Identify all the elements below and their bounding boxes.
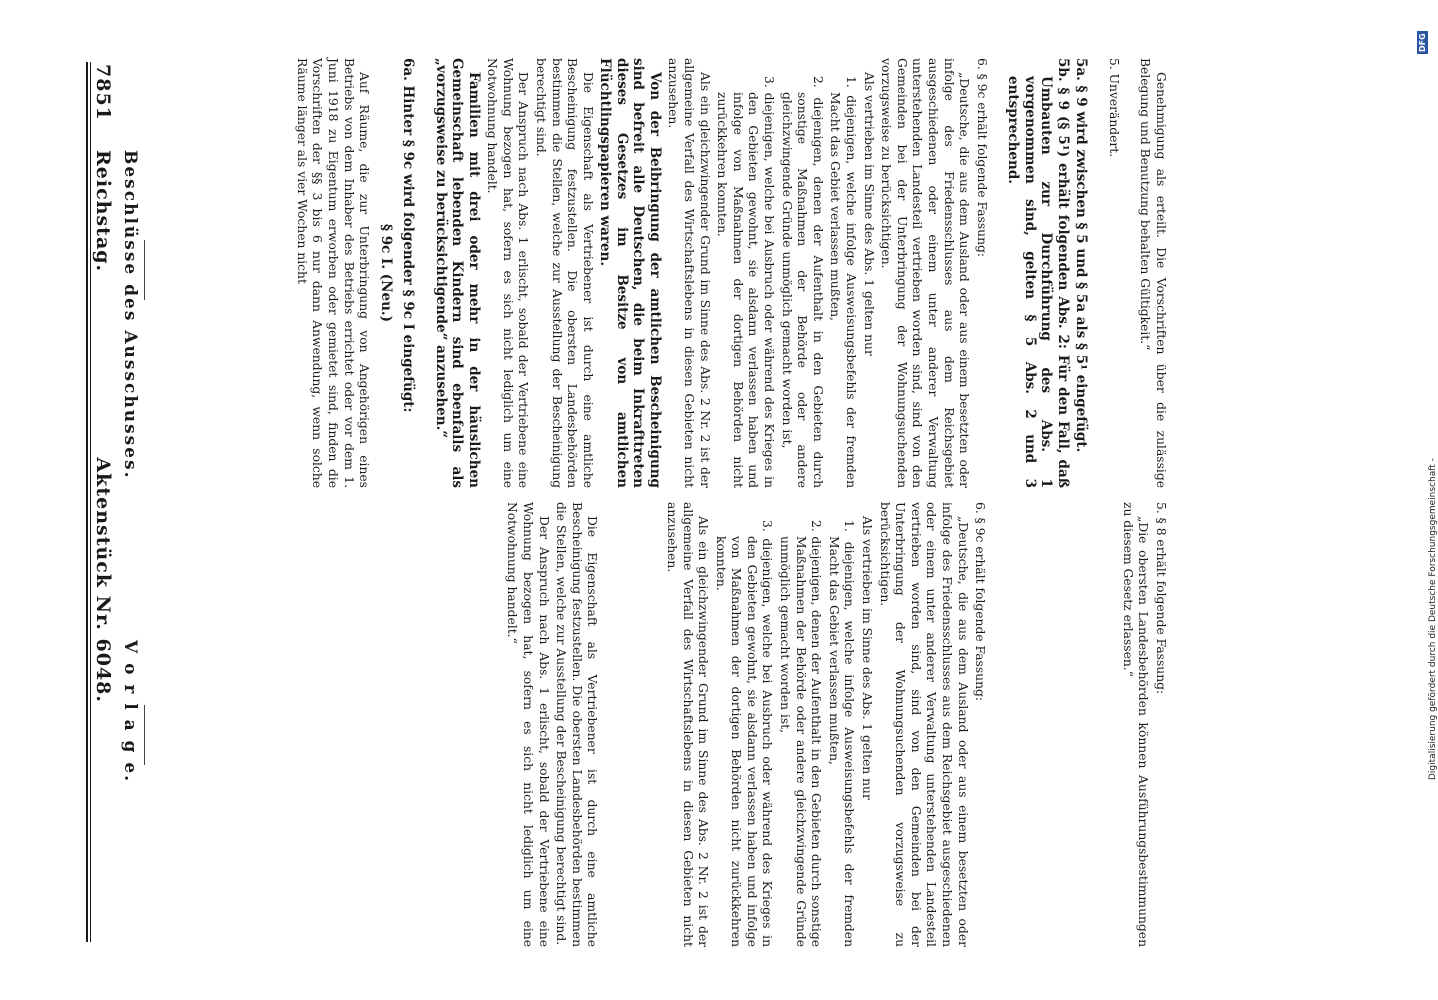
header-center: Aktenstück Nr. 6048. [92, 457, 114, 704]
right-section-heading: § 9c I. (Neu.) [377, 223, 394, 322]
left-anspruch: Der Anspruch nach Abs. 1 erlischt, sobald der Vertriebene eine Wohnung bezogen hat, sofern es sich nicht lediglich um eine Notwohnung handelt.“ [505, 502, 551, 947]
right-item-2: 2. diejenigen, denen der Aufenthalt in den Gebieten durch sonstige Maßnahmen der Behörde oder andere gleichzwingende Gründe unmöglich gemacht worden ist, [779, 76, 825, 488]
left-p6-intro: 6. § 9c erhält folgende Fassung: [973, 502, 988, 702]
right-vertrieben: Als vertrieben im Sinne des Abs. 1 gelten nur [861, 72, 876, 356]
header-rule [86, 62, 88, 942]
right-eigenschaft: Die Eigenschaft als Vertriebener ist durch eine amtliche Bescheinigung festzustellen. Die obersten Landesbehörden bestimmen die Stellen, welche zur Ausstellung der Bescheinigung berechtigt sind. [534, 58, 595, 488]
title-rule-left [144, 705, 145, 765]
right-column-title: Beschlüsse des Ausschusses. [120, 150, 140, 480]
left-p5-text: „Die obersten Landesbehörden können Ausführungsbestimmungen zu diesem Gesetz erlassen.“ [1120, 502, 1151, 947]
right-grund: Als ein gleichzwingender Grund im Sinne des Abs. 2 Nr. 2 ist der allgemeine Verfall des Wirtschaftslebens in diesen Gebieten nicht anzusehen. [666, 58, 712, 488]
right-familien-bold: Familien mit drei oder mehr in der häuslichen Gemeinschaft lebenden Kindern sind ebenfalls als „vorzugsweise zu berücksichtigende“ anzusehen.“ [432, 58, 482, 488]
left-item-2: 2. diejenigen, denen der Aufenthalt in den Gebieten durch sonstige Maßnahmen der Behörde oder andere gleichzwingende Gründe unmöglich gemacht worden ist, [778, 520, 824, 947]
right-column [170, 58, 1230, 488]
dfg-credit-text: Digitalisierung gefördert durch die Deutsche Forschungsgemeinschaft - [1428, 458, 1438, 780]
left-p6-text: „Deutsche, die aus dem Ausland oder aus einem besetzten oder infolge des Friedensschlusses aus dem Reichsgebiet ausgeschiedenen oder einem unter anderer Verwaltung unterstehenden Landesteil vertrieben worden sind, sind von den Gemeinden bei der Unterbringung der Wohnungsuchenden vorzugsweise zu berücksichtigen. [877, 502, 970, 947]
left-item-3: 3. diejenigen, welche bei Ausbruch oder während des Krieges in den Gebieten gewohnt, sie alsdann verlassen haben und infolge von Maßnahmen der dortigen Behörden nicht zurückkehren konnten. [713, 520, 775, 947]
left-item-1: 1. diejenigen, welche infolge Ausweisungsbefehls der fremden Macht das Gebiet verlassen mußten, [826, 520, 857, 947]
right-item-3: 3. diejenigen, welche bei Ausbruch oder während des Krieges in den Gebieten gewohnt, sie alsdann verlassen haben und infolge von Maßnahmen der dortigen Behörden nicht zurückkehren konnten. [715, 76, 776, 488]
right-p5: 5. Unverändert. [1106, 58, 1121, 158]
right-item-1: 1. diejenigen, welche infolge Ausweisungsbefehls der fremden Macht das Gebiet verlassen mußten, [828, 76, 858, 488]
right-p5a: 5a. § 9 wird zwischen § 5 und § 5a als § 5¹ eingefügt. [1073, 58, 1090, 453]
left-column [170, 502, 1230, 947]
left-grund: Als ein gleichzwingender Grund im Sinne des Abs. 2 Nr. 2 ist der allgemeine Verfall des Wirtschaftslebens in diesen Gebieten nicht anzusehen. [664, 502, 711, 947]
page-header [92, 150, 114, 910]
right-grund-bold: Von der Beibringung der amtlichen Bescheinigung sind befreit alle Deutschen, die beim Inkrafttreten dieses Gesetzes im Besitze von amtlichen Flüchtlingspapieren waren. [597, 58, 663, 488]
right-continuation: Genehmigung als erteilt. Die Vorschriften über die zulässige Belegung und Benutzung behalten Gültigkeit.“ [1138, 58, 1168, 488]
header-rule-thin [90, 62, 91, 942]
left-vertrieben: Als vertrieben im Sinne des Abs. 1 gelten nur [860, 516, 875, 800]
header-left: Reichstag. [92, 150, 114, 273]
page-number: 7851 [92, 64, 114, 121]
right-p5b: 5b. § 9 (§ 5¹) erhält folgenden Abs. 2: Für den Fall, daß Umbauten zur Durchführung des Abs. 1 vorgenommen sind, gelten § 5 Abs. 2 und 3 entsprechend. [1005, 58, 1071, 488]
left-eigenschaft: Die Eigenschaft als Vertriebener ist durch eine amtliche Bescheinigung festzustellen. Die obersten Landesbehörden bestimmen die Stellen, welche zur Ausstellung der Bescheinigung berechtigt sind. [554, 502, 600, 947]
dfg-credit [1428, 458, 1438, 780]
right-p6-intro: 6. § 9c erhält folgende Fassung: [974, 58, 989, 258]
dfg-logo: DFG [1418, 33, 1427, 52]
right-p6a: 6a. Hinter § 9c wird folgender § 9c I eingefügt: [400, 58, 417, 413]
right-raeume: Auf Räume, die zur Unterbringung von Angehörigen eines Betriebs von dem Inhaber des Betriebs errichtet oder vor dem 1. Juni 1918 zu Eigentum erworben oder gemietet sind, finden die Vorschriften der §§ 3 bis 6 nur dann Anwendung, wenn solche Räume länger als vier Wochen nicht [294, 58, 372, 488]
right-p6-text: „Deutsche, die aus dem Ausland oder aus einem besetzten oder infolge des Friedensschlusses aus dem Reichsgebiet ausgeschiedenen oder einem unter anderer Verwaltung unterstehenden Landesteil vertrieben worden sind, sind von den Gemeinden bei der Unterbringung der Wohnungsuchenden vorzugsweise zu berücksichtigen. [879, 58, 972, 488]
right-anspruch: Der Anspruch nach Abs. 1 erlischt, sobald der Vertriebene eine Wohnung bezogen hat, sofern es sich nicht lediglich um eine Notwohnung handelt. [485, 58, 531, 488]
title-rule-right [144, 240, 145, 300]
left-column-title: V o r l a g e. [120, 640, 140, 784]
left-p5-intro: 5. § 8 erhält folgende Fassung: [1154, 502, 1168, 695]
